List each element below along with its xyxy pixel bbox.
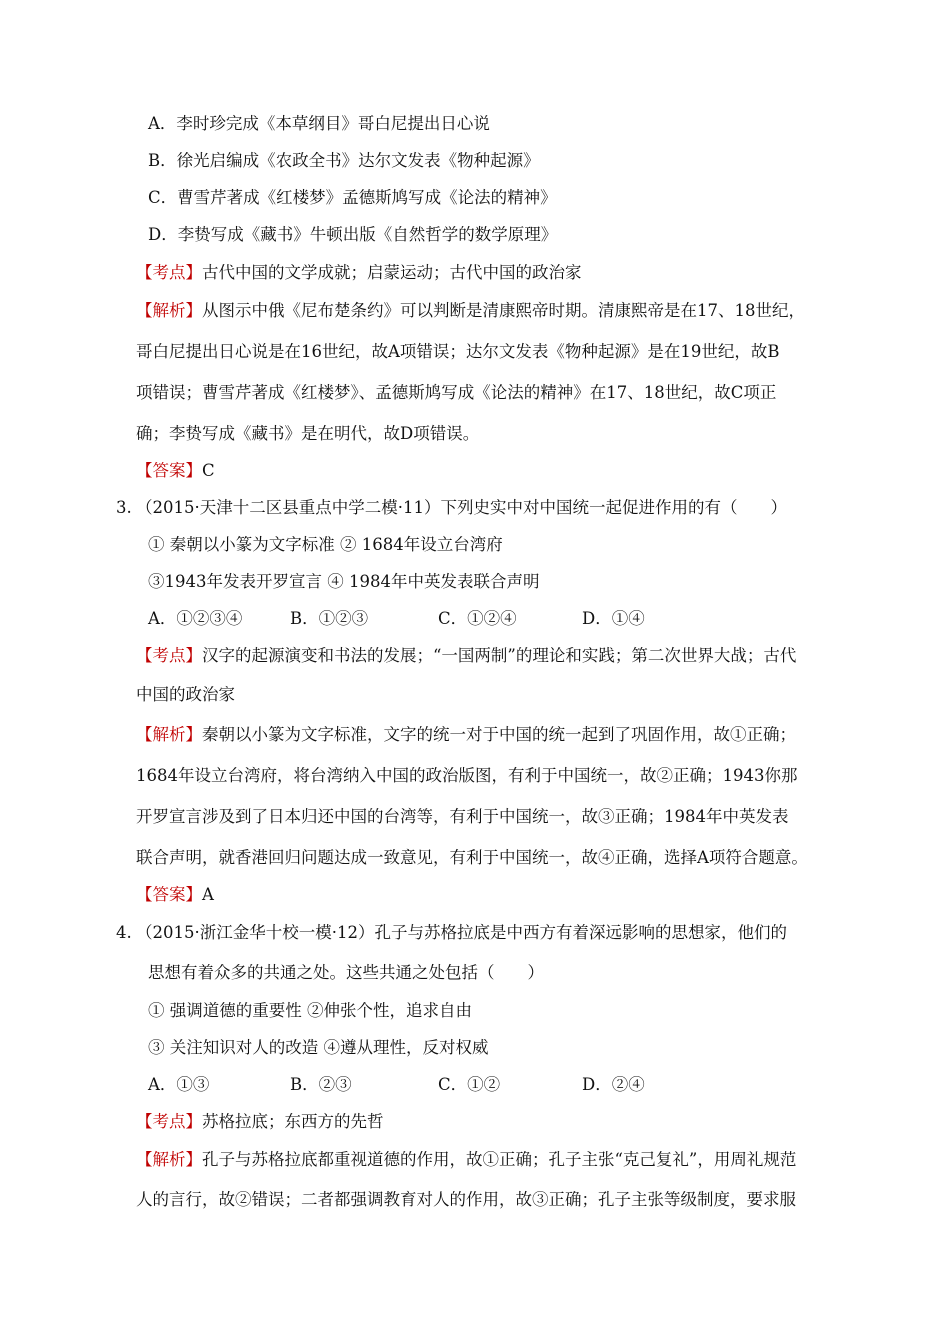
- question-stem: 思想有着众多的共通之处。这些共通之处包括（ ）: [148, 963, 544, 982]
- option-b: B．徐光启编成《农政全书》达尔文发表《物种起源》: [148, 151, 540, 170]
- jiexi-label: 【解析】: [136, 1150, 202, 1169]
- kaodian-row: [136, 645, 796, 667]
- jiexi-line: 开罗宣言涉及到了日本归还中国的台湾等，有利于中国统一，故③正确；1984年中英发表: [136, 807, 789, 826]
- jiexi-row: [136, 1149, 796, 1171]
- daan-row: [136, 884, 214, 906]
- kaodian-text: 古代中国的文学成就；启蒙运动；古代中国的政治家: [202, 263, 582, 282]
- option-c: C．曹雪芹著成《红楼梦》孟德斯鸠写成《论法的精神》: [148, 188, 557, 207]
- jiexi-line: 哥白尼提出日心说是在16世纪，故A项错误；达尔文发表《物种起源》是在19世纪，故B: [136, 342, 780, 361]
- daan-value: C: [202, 461, 215, 480]
- option-b: B．②③: [290, 1075, 352, 1094]
- question-number: 3.: [116, 498, 132, 517]
- kaodian-row: [136, 1111, 384, 1133]
- kaodian-label: 【考点】: [136, 646, 202, 665]
- jiexi-label: 【解析】: [136, 725, 202, 744]
- jiexi-line: 人的言行，故②错误；二者都强调教育对人的作用，故③正确；孔子主张等级制度，要求服: [136, 1190, 796, 1209]
- option-a: A．李时珍完成《本草纲目》哥白尼提出日心说: [148, 114, 490, 133]
- question-stem: （2015·天津十二区县重点中学二模·11）下列史实中对中国统一起促进作用的有（ ）: [136, 498, 787, 517]
- kaodian-row: [136, 262, 582, 284]
- daan-label: 【答案】: [136, 885, 202, 904]
- statement-row: ③1943年发表开罗宣言 ④ 1984年中英发表联合声明: [148, 572, 540, 591]
- option-c: C．①②: [438, 1075, 501, 1094]
- statement-row: ① 强调道德的重要性 ②伸张个性，追求自由: [148, 1001, 472, 1020]
- daan-label: 【答案】: [136, 461, 202, 480]
- jiexi-line: 项错误；曹雪芹著成《红楼梦》、孟德斯鸠写成《论法的精神》在17、18世纪，故C项正: [136, 383, 777, 402]
- jiexi-line: 秦朝以小篆为文字标准，文字的统一对于中国的统一起到了巩固作用，故①正确；: [202, 725, 796, 744]
- jiexi-line: 确；李贽写成《藏书》是在明代，故D项错误。: [136, 424, 480, 443]
- option-b: B．①②③: [290, 609, 369, 628]
- jiexi-row: [136, 724, 796, 746]
- question-number: 4.: [116, 923, 132, 942]
- kaodian-label: 【考点】: [136, 263, 202, 282]
- kaodian-label: 【考点】: [136, 1112, 202, 1131]
- question-stem: （2015·浙江金华十校一模·12）孔子与苏格拉底是中西方有着深远影响的思想家，他们的: [136, 923, 787, 942]
- jiexi-label: 【解析】: [136, 301, 202, 320]
- kaodian-text: 中国的政治家: [136, 685, 235, 704]
- jiexi-line: 孔子与苏格拉底都重视道德的作用，故①正确；孔子主张“克己复礼”，用周礼规范: [202, 1150, 797, 1169]
- daan-row: [136, 460, 215, 482]
- jiexi-line: 从图示中俄《尼布楚条约》可以判断是清康熙帝时期。清康熙帝是在17、18世纪，: [202, 301, 805, 320]
- option-d: D．①④: [582, 609, 645, 628]
- kaodian-text: 汉字的起源演变和书法的发展；“一国两制”的理论和实践；第二次世界大战；古代: [202, 646, 797, 665]
- option-c: C．①②④: [438, 609, 517, 628]
- jiexi-line: 联合声明，就香港回归问题达成一致意见，有利于中国统一，故④正确，选择A项符合题意。: [136, 848, 808, 867]
- statement-row: ① 秦朝以小篆为文字标准 ② 1684年设立台湾府: [148, 535, 503, 554]
- jiexi-row: [136, 300, 805, 322]
- option-d: D．②④: [582, 1075, 645, 1094]
- daan-value: A: [202, 885, 214, 904]
- option-d: D．李贽写成《藏书》牛顿出版《自然哲学的数学原理》: [148, 225, 558, 244]
- option-a: A．①②③④: [148, 609, 243, 628]
- statement-row: ③ 关注知识对人的改造 ④遵从理性，反对权威: [148, 1038, 489, 1057]
- option-a: A．①③: [148, 1075, 210, 1094]
- kaodian-text: 苏格拉底；东西方的先哲: [202, 1112, 384, 1131]
- jiexi-line: 1684年设立台湾府，将台湾纳入中国的政治版图，有利于中国统一，故②正确；1943你那: [136, 766, 798, 785]
